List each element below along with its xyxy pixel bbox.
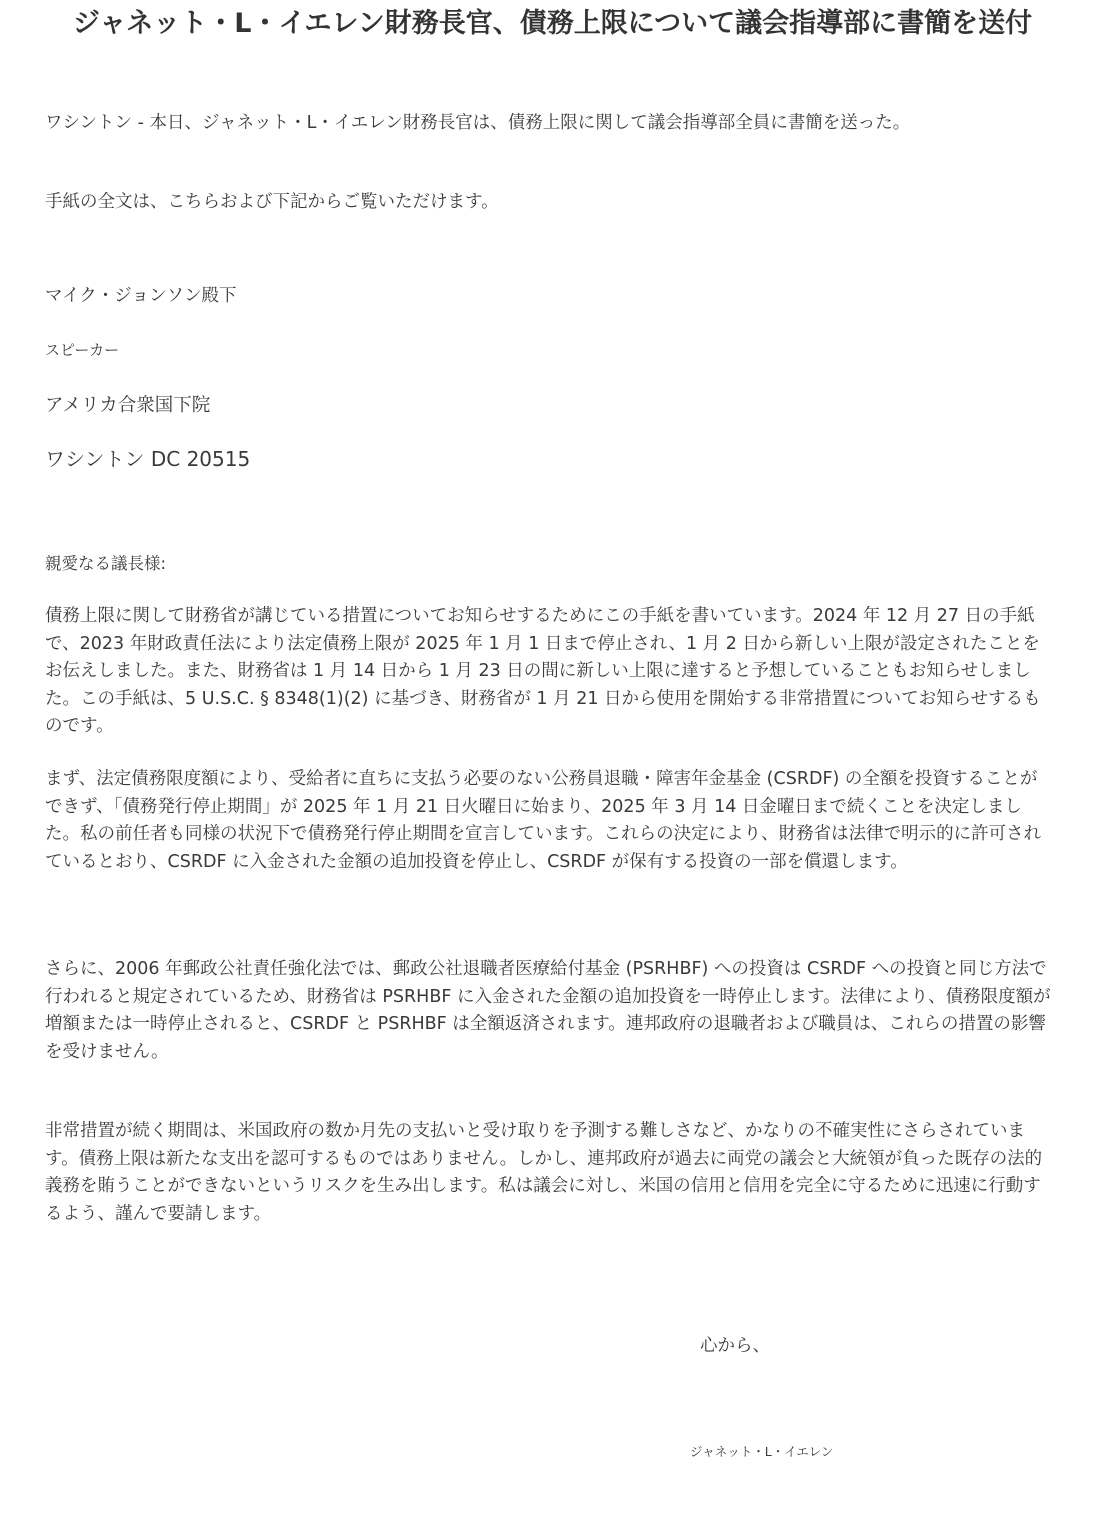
closing: 心から、	[700, 1336, 770, 1356]
addressee-role: スピーカー	[45, 341, 120, 359]
body-paragraph: まず、法定債務限度額により、受給者に直ちに支払う必要のない公務員退職・障害年金基金 (CSRDF) の全額を投資することができず、「債務発行停止期間」が 2025 年 1 月 21 日火曜日に始まり、2025 年 3 月 14 日金曜日まで続くことを決定しました。私の前任者も同様の状況下で債務発行停止期間を宣言しています。これらの決定により、財務省は法律で明示的に許可されているとおり、CSRDF に入金された金額の追加投資を停止し、CSRDF が保有する投資の一部を償還します。	[45, 769, 1042, 872]
signature: ジャネット・L・イエレン	[690, 1444, 834, 1459]
addressee-organization: アメリカ合衆国下院	[45, 395, 211, 416]
body-paragraph: さらに、2006 年郵政公社責任強化法では、郵政公社退職者医療給付基金 (PSRHBF) への投資は CSRDF への投資と同じ方法で行われると規定されているため、財務省は PSRHBF に入金された金額の追加投資を一時停止します。法律により、債務限度額が増額または一時停止されると、CSRDF と PSRHBF は全額返済されます。連邦政府の退職者および職員は、これらの措置の影響を受けません。	[45, 959, 1051, 1062]
body-paragraph: 債務上限に関して財務省が講じている措置についてお知らせするためにこの手紙を書いています。2024 年 12 月 27 日の手紙で、2023 年財政責任法により法定債務上限が 2025 年 1 月 1 日まで停止され、1 月 2 日から新しい上限が設定されたことをお伝えしました。また、財務省は 1 月 14 日から 1 月 23 日の間に新しい上限に達すると予想していることもお知らせしました。この手紙は、5 U.S.C. § 8348(1)(2) に基づき、財務省が 1 月 21 日から使用を開始する非常措置についてお知らせするものです。	[45, 606, 1041, 736]
addressee-name: マイク・ジョンソン殿下	[45, 286, 237, 306]
body-paragraph: 非常措置が続く期間は、米国政府の数か月先の支払いと受け取りを予測する難しさなど、かなりの不確実性にさらされています。債務上限は新たな支出を認可するものではありません。しかし、連邦政府が過去に両党の議会と大統領が負った既存の法的義務を賄うことができないというリスクを生み出します。私は議会に対し、米国の信用と信用を完全に守るために迅速に行動するよう、謹んで要請します。	[45, 1121, 1043, 1224]
page-title: ジャネット・L・イエレン財務長官、債務上限について議会指導部に書簡を送付	[72, 8, 1033, 39]
salutation: 親愛なる議長様:	[45, 554, 167, 573]
addressee-city: ワシントン DC 20515	[45, 447, 251, 471]
full-text-note: 手紙の全文は、こちらおよび下記からご覧いただけます。	[45, 192, 499, 212]
intro-paragraph: ワシントン - 本日、ジャネット・L・イエレン財務長官は、債務上限に関して議会指導部全員に書簡を送った。	[45, 113, 911, 133]
